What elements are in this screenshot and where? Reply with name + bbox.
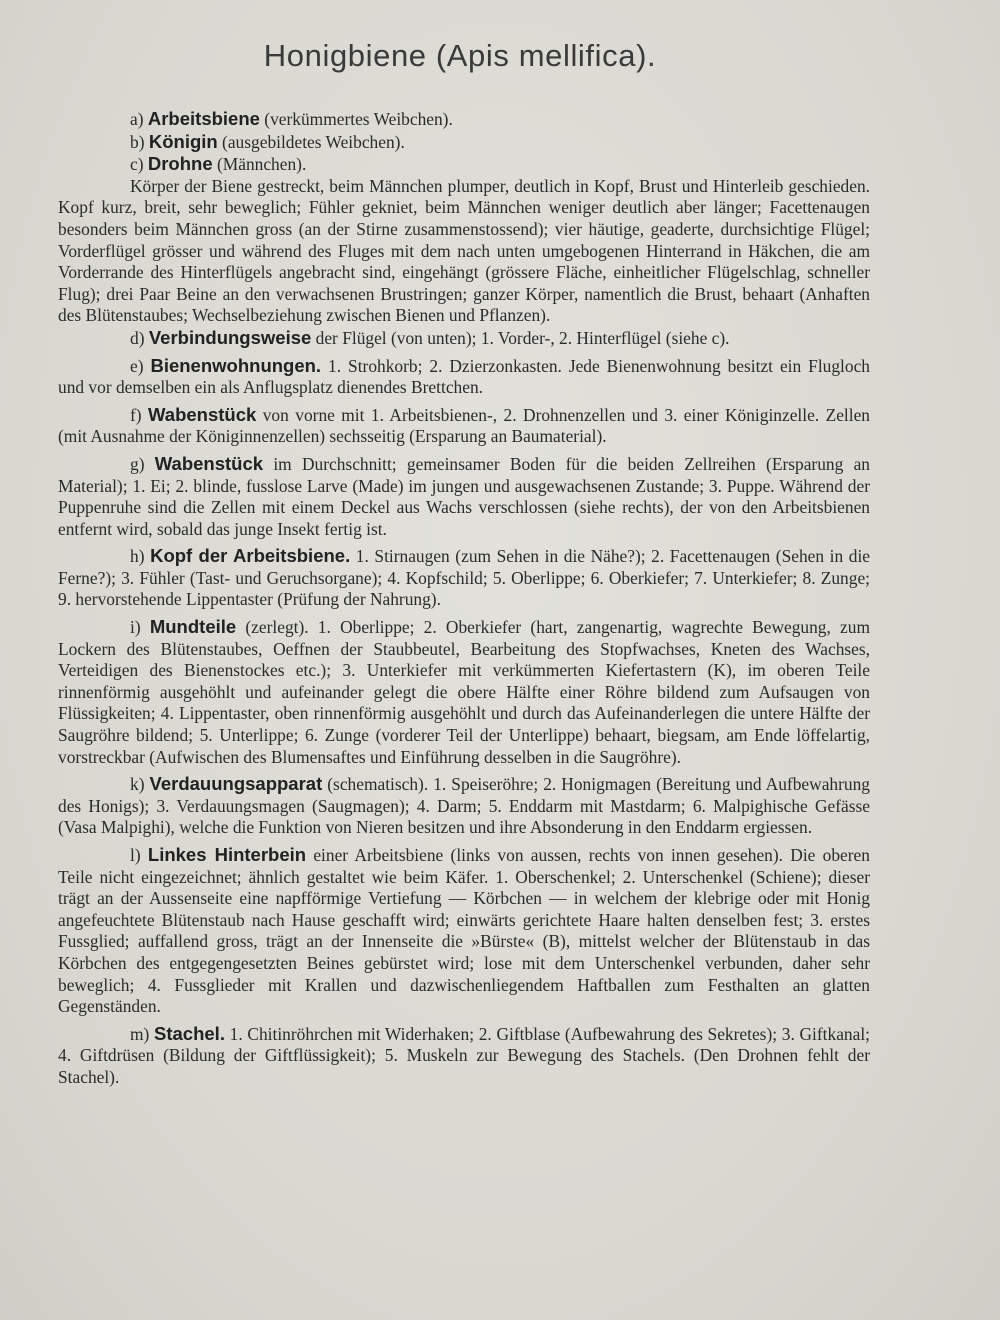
section-label: l) bbox=[130, 845, 141, 865]
section-text: (Männchen). bbox=[212, 154, 307, 175]
section-heading: Verdauungsapparat bbox=[149, 773, 323, 795]
section-text: (ausgebildetes Weibchen). bbox=[217, 131, 405, 152]
section-k bbox=[58, 773, 870, 839]
page-title: Honigbiene (Apis mellifica). bbox=[263, 38, 657, 73]
section-i bbox=[58, 616, 870, 768]
section-text: (schematisch). 1. Speiseröhre; 2. Honigmagen (Bereitung und Aufbewahrung des Honigs); 3. Verdauungsmagen (Saugmagen); 4. Darm; 5. Enddarm mit Mastdarm; 6. Malpighische Gefässe (Vasa Malpighi), welche die Funktion von Nieren besitzen und ihre Absonderung in den Enddarm ergiessen. bbox=[58, 774, 870, 838]
section-l bbox=[58, 844, 870, 1018]
section-heading: Stachel. bbox=[154, 1022, 225, 1044]
section-heading: Königin bbox=[148, 130, 218, 152]
section-text: der Flügel (von unten); 1. Vorder-, 2. Hinterflügel (siehe c). bbox=[311, 327, 730, 348]
section-text: (zerlegt). 1. Oberlippe; 2. Oberkiefer (hart, zangenartig, wagrechte Bewegung, zum Lockern des Blütenstaubes, Oeffnen der Staubbeutel, Bearbeitung des Stopfwachses, Kneten des Wachses, Verteidigen des Bienenstockes etc.); 3. Unterkiefer mit verkümmerten Kiefertastern (K), im oberen Teile rinnenförmig ausgehöhlt und aufeinander gelegt die obere Hälfte einer Röhre bildend zum Aufsaugen von Flüssigkeiten; 4. Lippentaster, oben rinnenförmig ausgehöhlt und durch das Aufeinanderlegen die untere Hälfte der Saugröhre bildend; 5. Unterlippe; 6. Zunge (vorderer Teil der Unterlippe) behaart, biegsam, am Ende löffelartig, vorstreckbar (Aufwischen des Blumensaftes und Einführung desselben in die Saugröhre). bbox=[58, 617, 870, 767]
section-label: b) bbox=[130, 131, 145, 152]
section-heading: Linkes Hinterbein bbox=[147, 844, 307, 865]
section-heading: Arbeitsbiene bbox=[147, 108, 260, 129]
section-text: 1. Strohkorb; 2. Dzierzonkasten. Jede Bienenwohnung besitzt ein Flugloch und vor demselben ein als Anflugsplatz dienendes Brettchen. bbox=[58, 355, 870, 398]
section-h bbox=[58, 545, 870, 611]
section-label: c) bbox=[130, 154, 144, 175]
section-heading: Mundteile bbox=[149, 616, 237, 638]
section-text: im Durchschnitt; gemeinsamer Boden für die beiden Zellreihen (Ersparung an Material); 1. Ei; 2. blinde, fusslose Larve (Made) im jungen und ausgewachsenen Zustande; 3. Puppe. Während der Puppenruhe sind die Zellen mit einem Deckel aus Wachs verschlossen (siehe rechts), der von den Arbeitsbienen entfernt wird, sobald das junge Insekt fertig ist. bbox=[58, 453, 870, 539]
section-e bbox=[58, 355, 870, 399]
section-label: e) bbox=[130, 355, 144, 376]
section-label: d) bbox=[130, 327, 145, 348]
section-c bbox=[58, 153, 870, 176]
body-description bbox=[58, 176, 870, 327]
section-text: von vorne mit 1. Arbeitsbienen-, 2. Drohnenzellen und 3. einer Königinzelle. Zellen (mit Ausnahme der Königinnenzellen) sechsseitig (Ersparung an Baumaterial). bbox=[58, 404, 870, 447]
section-label: h) bbox=[130, 546, 145, 567]
section-heading: Verbindungsweise bbox=[148, 326, 312, 348]
section-b bbox=[58, 131, 870, 154]
section-a bbox=[58, 108, 870, 131]
section-text: Körper der Biene gestreckt, beim Männchen plumper, deutlich in Kopf, Brust und Hinterleib geschieden. Kopf kurz, breit, sehr beweglich; Fühler gekniet, beim Männchen weniger deutlich aber länger; Facettenaugen besonders beim Männchen gross (an der Stirne zusammenstossend); vier häutige, geaderte, durchsichtige Flügel; Vorderflügel grösser und während des Fluges mit dem nach unten umgebogenen Hinterrand in Häkchen, die am Vorderrande des Hinterflügels angebracht sind, eingehängt (grössere Fläche, einheitlicher Flügelschlag, schneller Flug); drei Paar Beine an den verwachsenen Brustringen; ganzer Körper, namentlich die Brust, behaart (Anhaften des Blütenstaubes; Wechselbeziehung zwischen Bienen und Pflanzen). bbox=[58, 175, 870, 326]
section-label: i) bbox=[130, 617, 141, 638]
section-label: m) bbox=[130, 1023, 150, 1044]
section-text: 1. Chitinröhrchen mit Widerhaken; 2. Giftblase (Aufbewahrung des Sekretes); 3. Giftkanal; 4. Giftdrüsen (Bildung der Giftflüssigkeit); 5. Muskeln zur Bewegung des Stachels. (Den Drohnen fehlt der Stachel). bbox=[58, 1023, 870, 1087]
section-d bbox=[58, 327, 870, 350]
section-text: einer Arbeitsbiene (links von aussen, rechts von innen gesehen). Die oberen Teile nicht eingezeichnet; ähnlich gestaltet wie beim Käfer. 1. Oberschenkel; 2. Unterschenkel (Schiene); dieser trägt an der Aussenseite eine napfförmige Vertiefung — Körbchen — in welchem der klebrige oder mit Honig angefeuchtete Blütenstaub nach Hause geschafft wird; einwärts gerichtete Haare halten denselben fest; 3. erstes Fussglied; auffallend gross, trägt an der Innenseite die »Bürste« (B), mittelst welcher der Blütenstaub in das Körbchen des entgegengesetzten Beines gebürstet wird; lose mit dem Unterschenkel verbunden, daher sehr beweglich; 4. Fussglieder mit Krallen und dazwischenliegendem Haftballen zum Festhalten an glatten Gegenständen. bbox=[58, 845, 870, 1017]
section-heading: Wabenstück bbox=[154, 452, 264, 474]
text-body bbox=[58, 108, 870, 1089]
section-heading: Drohne bbox=[147, 153, 213, 175]
section-label: f) bbox=[130, 404, 142, 425]
section-f bbox=[58, 404, 870, 448]
section-g bbox=[58, 453, 870, 540]
section-text: 1. Stirnaugen (zum Sehen in die Nähe?); 2. Facettenaugen (Sehen in die Ferne?); 3. Fühler (Tast- und Geruchsorgane); 4. Kopfschild; 5. Oberlippe; 6. Oberkiefer; 7. Unterkiefer; 8. Zunge; 9. hervorstehende Lippentaster (Prüfung der Nahrung). bbox=[58, 546, 870, 610]
section-heading: Bienenwohnungen. bbox=[150, 354, 322, 376]
section-label: k) bbox=[130, 774, 145, 795]
section-label: g) bbox=[130, 453, 145, 474]
section-heading: Wabenstück bbox=[148, 403, 257, 425]
section-heading: Kopf der Arbeitsbiene. bbox=[150, 545, 351, 567]
section-text: (verkümmertes Weibchen). bbox=[259, 109, 453, 129]
section-m bbox=[58, 1023, 870, 1089]
section-label: a) bbox=[130, 109, 144, 129]
